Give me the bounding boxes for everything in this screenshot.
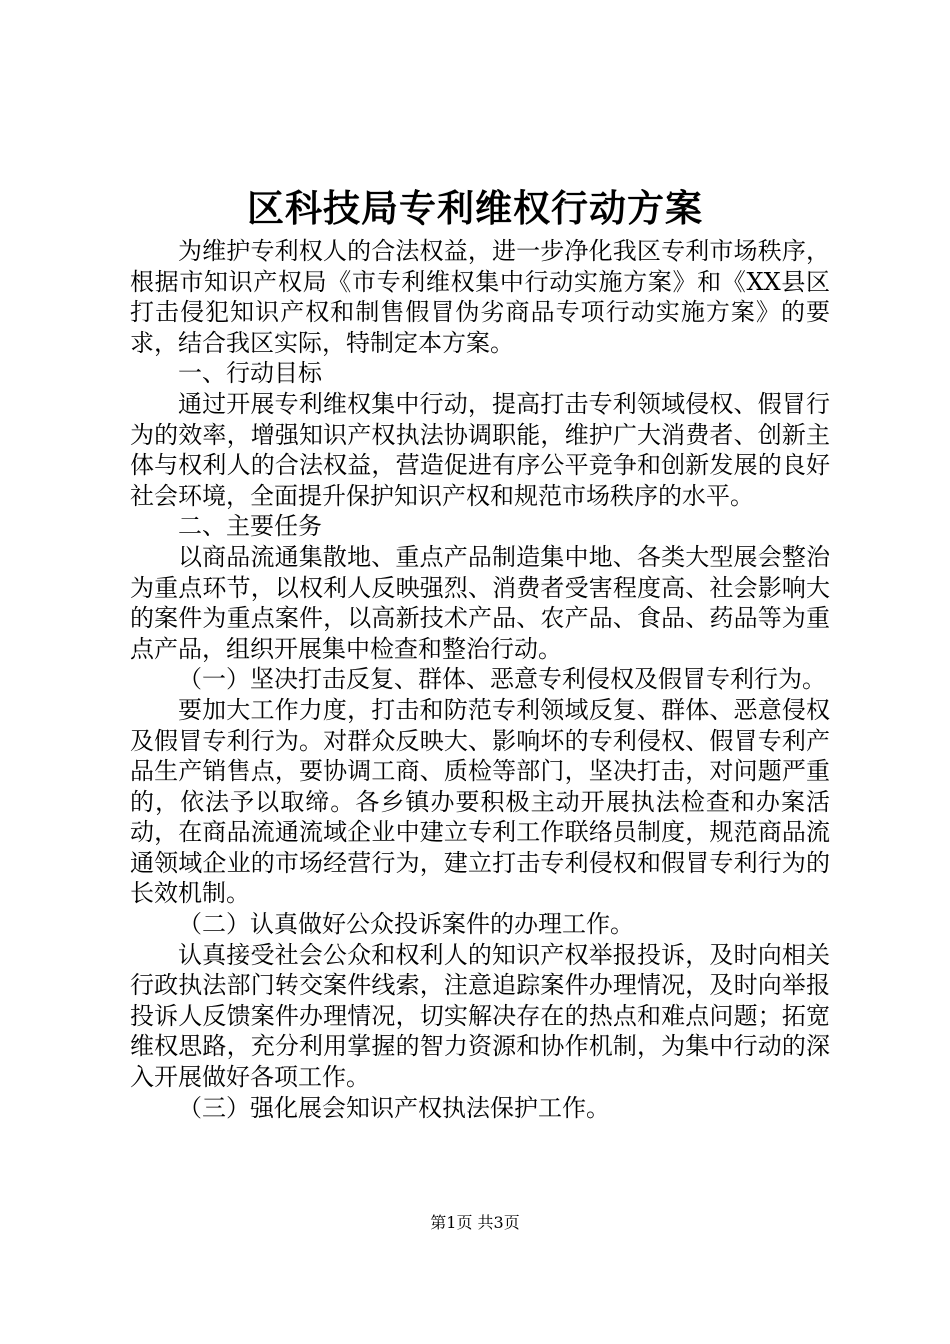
- document-title: 区科技局专利维权行动方案: [247, 186, 703, 230]
- document-body: [130, 236, 830, 1123]
- page-number-footer: 第1页 共3页: [430, 1213, 520, 1232]
- heading-main-tasks: 二、主要任务: [178, 512, 322, 541]
- paragraph-task-2: 认真接受社会公众和权利人的知识产权举报投诉，及时向相关行政执法部门转交案件线索，注意追踪案件办理情况，及时向举报投诉人反馈案件办理情况，切实解决存在的热点和难点问题；拓宽维权思路，充分利用掌握的智力资源和协作机制，为集中行动的深入开展做好各项工作。: [130, 940, 830, 1092]
- paragraph-main-tasks: 以商品流通集散地、重点产品制造集中地、各类大型展会整治为重点环节，以权利人反映强烈、消费者受害程度高、社会影响大的案件为重点案件，以高新技术产品、农产品、食品、药品等为重点产品，组织开展集中检查和整治行动。: [130, 542, 830, 663]
- subheading-task-2: （二）认真做好公众投诉案件的办理工作。: [178, 910, 634, 939]
- paragraph-action-goals: 通过开展专利维权集中行动，提高打击专利领域侵权、假冒行为的效率，增强知识产权执法协调职能，维护广大消费者、创新主体与权利人的合法权益，营造促进有序公平竞争和创新发展的良好社会环境，全面提升保护知识产权和规范市场秩序的水平。: [130, 389, 830, 510]
- subheading-task-1: （一）坚决打击反复、群体、恶意专利侵权及假冒专利行为。: [178, 665, 826, 694]
- paragraph-task-1: 要加大工作力度，打击和防范专利领域反复、群体、恶意侵权及假冒专利行为。对群众反映大、影响坏的专利侵权、假冒专利产品生产销售点，要协调工商、质检等部门，坚决打击，对问题严重的，依法予以取缔。各乡镇办要积极主动开展执法检查和办案活动，在商品流通流域企业中建立专利工作联络员制度，规范商品流通领域企业的市场经营行为，建立打击专利侵权和假冒专利行为的长效机制。: [130, 695, 830, 908]
- subheading-task-3: （三）强化展会知识产权执法保护工作。: [178, 1093, 610, 1122]
- heading-action-goals: 一、行动目标: [178, 359, 322, 388]
- paragraph-intro: 为维护专利权人的合法权益，进一步净化我区专利市场秩序，根据市知识产权局《市专利维权集中行动实施方案》和《XX县区打击侵犯知识产权和制售假冒伪劣商品专项行动实施方案》的要求，结合我区实际，特制定本方案。: [130, 237, 830, 357]
